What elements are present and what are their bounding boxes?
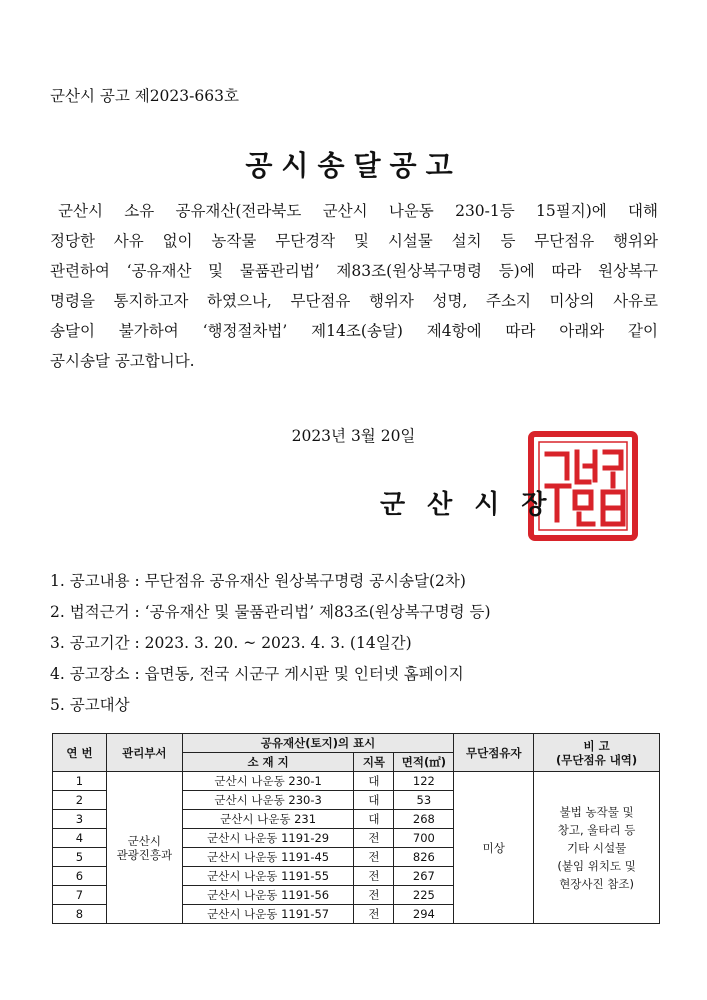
cell-location: 군산시 나운동 1191-56 xyxy=(182,886,354,905)
header-area: 면적(㎡) xyxy=(394,753,454,772)
cell-area: 267 xyxy=(394,867,454,886)
cell-area: 225 xyxy=(394,886,454,905)
cell-no: 2 xyxy=(53,791,107,810)
cell-location: 군산시 나운동 230-1 xyxy=(182,772,354,791)
cell-land-type: 대 xyxy=(354,791,394,810)
list-item: 5. 공고대상 xyxy=(50,696,130,714)
remarks-line: 기타 시설물 xyxy=(566,840,627,855)
target-property-table xyxy=(52,733,660,924)
cell-area: 53 xyxy=(394,791,454,810)
body-paragraph xyxy=(50,196,658,376)
cell-area: 700 xyxy=(394,829,454,848)
cell-location: 군산시 나운동 231 xyxy=(182,810,354,829)
list-item: 2. 법적근거 : ‘공유재산 및 물품관리법’ 제83조(원상복구명령 등) xyxy=(50,603,491,621)
header-remarks-sub: (무단점유 내역) xyxy=(556,752,638,767)
header-no: 연 번 xyxy=(53,734,107,772)
issuer-name: 군산시장 xyxy=(380,490,569,520)
remarks-line: (붙임 위치도 및 xyxy=(557,858,636,873)
body-line: 명령을 통지하고자 하였으나, 무단점유 행위자 성명, 주소지 미상의 사유로 xyxy=(50,292,658,310)
table-row xyxy=(53,772,660,791)
cell-area: 826 xyxy=(394,848,454,867)
body-line: 공시송달 공고합니다. xyxy=(50,352,195,370)
cell-land-type: 전 xyxy=(354,848,394,867)
header-dept: 관리부서 xyxy=(106,734,182,772)
cell-location: 군산시 나운동 1191-57 xyxy=(182,905,354,924)
header-remarks-title: 비 고 xyxy=(583,738,610,753)
cell-no: 4 xyxy=(53,829,107,848)
body-line: 송달이 불가하여 ‘행정절차법’ 제14조(송달) 제4항에 따라 아래와 같이 xyxy=(50,322,658,340)
cell-land-type: 전 xyxy=(354,867,394,886)
cell-area: 122 xyxy=(394,772,454,791)
notice-number: 군산시 공고 제2023-663호 xyxy=(50,87,239,105)
notice-date: 2023년 3월 20일 xyxy=(291,427,416,445)
body-line: 정당한 사유 없이 농작물 무단경작 및 시설물 설치 등 무단점유 행위와 xyxy=(50,232,658,250)
cell-occupant: 미상 xyxy=(454,772,534,924)
cell-dept xyxy=(106,772,182,924)
header-location: 소 재 지 xyxy=(182,753,354,772)
cell-location: 군산시 나운동 1191-55 xyxy=(182,867,354,886)
remarks-line: 불법 농작물 및 xyxy=(559,804,634,819)
list-item: 3. 공고기간 : 2023. 3. 20. ~ 2023. 4. 3. (14일간) xyxy=(50,634,412,652)
cell-no: 5 xyxy=(53,848,107,867)
header-property: 공유재산(토지)의 표시 xyxy=(182,734,454,753)
cell-land-type: 대 xyxy=(354,772,394,791)
header-remarks xyxy=(534,734,660,772)
cell-no: 1 xyxy=(53,772,107,791)
dept-line: 관광진흥과 xyxy=(116,847,173,862)
cell-remarks xyxy=(534,772,660,924)
cell-area: 268 xyxy=(394,810,454,829)
cell-land-type: 대 xyxy=(354,810,394,829)
cell-location: 군산시 나운동 1191-29 xyxy=(182,829,354,848)
cell-no: 6 xyxy=(53,867,107,886)
cell-location: 군산시 나운동 1191-45 xyxy=(182,848,354,867)
body-line: 관련하여 ‘공유재산 및 물품관리법’ 제83조(원상복구명령 등)에 따라 원상복구 xyxy=(50,262,658,280)
cell-location: 군산시 나운동 230-3 xyxy=(182,791,354,810)
notice-items xyxy=(50,566,491,721)
cell-no: 8 xyxy=(53,905,107,924)
cell-land-type: 전 xyxy=(354,905,394,924)
cell-area: 294 xyxy=(394,905,454,924)
list-item: 1. 공고내용 : 무단점유 공유재산 원상복구명령 공시송달(2차) xyxy=(50,572,466,590)
list-item: 4. 공고장소 : 읍면동, 전국 시군구 게시판 및 인터넷 홈페이지 xyxy=(50,665,464,683)
cell-no: 7 xyxy=(53,886,107,905)
cell-no: 3 xyxy=(53,810,107,829)
page-title: 공시송달공고 xyxy=(245,149,462,182)
cell-land-type: 전 xyxy=(354,829,394,848)
cell-land-type: 전 xyxy=(354,886,394,905)
dept-line: 군산시 xyxy=(127,833,161,848)
remarks-line: 현장사진 참조) xyxy=(559,876,634,891)
body-line: 군산시 소유 공유재산(전라북도 군산시 나운동 230-1등 15필지)에 대해 xyxy=(58,202,658,220)
remarks-line: 창고, 울타리 등 xyxy=(557,822,636,837)
header-occupant: 무단점유자 xyxy=(454,734,534,772)
header-land-type: 지목 xyxy=(354,753,394,772)
